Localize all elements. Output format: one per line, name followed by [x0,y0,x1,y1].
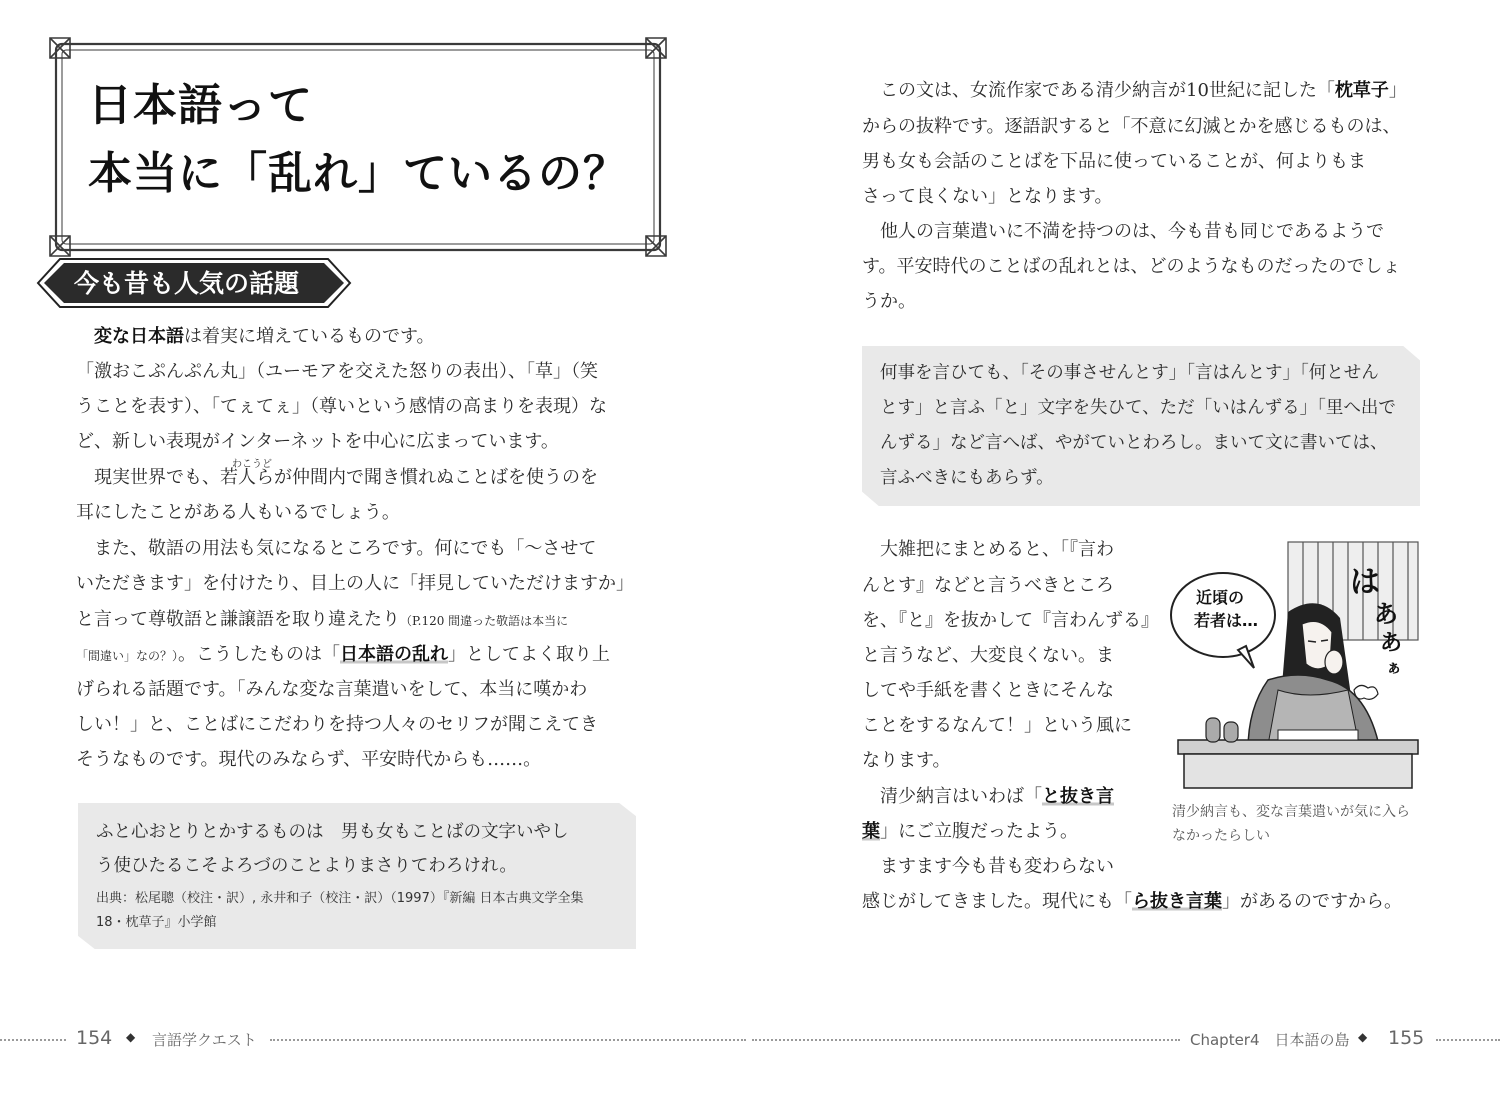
footer-dotted-rule [0,1039,66,1041]
quote-line: とす」と言ふ「と」文字を失ひて、ただ「いはんずる」「里へ出で [880,398,1396,418]
illustration-caption-line-1: 清少納言も、変な言葉遣いが気に入ら [1172,804,1410,820]
keyword-makura-no-soshi: 枕草子 [1334,80,1389,101]
paragraph-line: 男も女も会話のことばを下品に使っていることが、何よりもま [862,151,1366,172]
paragraph-line: ますます今も昔も変わらない [862,856,1114,877]
paragraph-line: 大雑把にまとめると、「『言わ [862,539,1114,560]
paragraph-line: ど、新しい表現がインターネットを中心に広まっています。 [76,431,559,452]
sigh-char-a3: ぁ [1386,657,1403,676]
section-header-text: 今も昔も人気の話題 [74,269,300,298]
sei-shonagon-illustration [1168,540,1426,800]
paragraph-line: 現実世界でも、若人らが仲間内で聞き慣れぬことばを使うのを [76,467,598,488]
paragraph-line: げられる話題です。「みんな変な言葉遣いをして、本当に嘆かわ [76,679,588,700]
paragraph-line: 清少納言はいわば「と抜き言 [862,786,1114,807]
illustration-caption-line-2: なかったらしい [1172,828,1270,844]
quote-line: ふと心おとりとかするものは 男も女もことばの文字いやし [96,822,569,842]
keyword-nihongo-no-midare: 日本語の乱れ [340,644,449,665]
paragraph-line: 他人の言葉遣いに不満を持つのは、今も昔も同じであるようで [862,221,1384,242]
left-page-number: 154 [76,1027,113,1049]
quote-line: 何事を言ひても、「その事させんとす」「言はんとす」「何とせん [880,363,1379,383]
title-line-1: 日本語って [88,80,313,131]
keyword-ranuki-kotoba: ら抜き言葉 [1132,891,1222,912]
ruby-base: 若人 [220,467,256,488]
paragraph-line: を、『と』を抜かして『言わんずる』 [862,610,1159,631]
paragraph-line: と言うなど、大変良くない。ま [862,645,1114,666]
page-reference-note: （P.120 間違った敬語は本当に [400,614,569,628]
source-citation: 出典：松尾聰（校注・訳）, 永井和子（校注・訳）（1997）『新編 日本古典文学全集 [96,891,584,906]
quote-line: んずる」など言へば、やがていとわろし。まいて文に書いては、 [880,433,1388,453]
quote-line: う使ひたるこそよろづのことよりまさりてわろけれ。 [96,856,517,876]
sigh-char-a2: あ [1380,631,1403,656]
keyword-tonuki-kotoba: と抜き言 [1042,786,1114,807]
quote-line: 言ふべきにもあらず。 [880,468,1054,488]
footer-dotted-rule [270,1039,746,1041]
paragraph-line: してや手紙を書くときにそんな [862,680,1114,701]
paragraph-line: と言って尊敬語と謙譲語を取り違えたり（P.120 間違った敬語は本当に [76,609,569,630]
paragraph-line: いただきます」を付けたり、目上の人に「拝見していただけますか」 [76,573,634,594]
paragraph-line: うことを表す）、「てぇてぇ」（尊いという感情の高まりを表現）な [76,396,607,417]
source-citation: 18・枕草子』小学館 [96,915,217,930]
paragraph-line: 「間違い」なの？）。こうしたものは「日本語の乱れ」としてよく取り上 [76,644,611,665]
sigh-char-a1: あ [1374,600,1398,628]
paragraph-line: うか。 [862,291,916,312]
footer-dotted-rule [752,1039,1180,1041]
sigh-char-ha: は [1350,565,1380,600]
paragraph-line: また、敬語の用法も気になるところです。何にでも「～させて [76,538,597,559]
keyword-tonuki-kotoba-cont: 葉 [862,821,880,842]
paragraph-line: 「激おこぷんぷん丸」（ユーモアを交えた怒りの表出）、「草」（笑 [76,361,598,382]
keyword-hen-na-nihongo: 変な日本語 [94,326,184,347]
footer-dotted-rule [1436,1039,1500,1041]
paragraph-line: んとす』などと言うべきところ [862,575,1114,596]
left-running-title: 言語学クエスト [152,1031,257,1049]
paragraph-line: 葉」にご立腹だったよう。 [862,821,1078,842]
page-reference-note: 「間違い」なの？） [76,649,179,663]
paragraph-line: 感じがしてきました。現代にも「ら抜き言葉」があるのですから。 [862,891,1402,912]
paragraph-line: ことをするなんて！」という風に [862,715,1132,736]
paragraph-line: 変な日本語は着実に増えているものです。 [94,326,435,347]
diamond-bullet-icon: ◆ [126,1030,136,1044]
diamond-bullet-icon: ◆ [1358,1030,1368,1044]
right-running-title: Chapter4 日本語の島 [1190,1031,1350,1049]
title-line-2: 本当に「乱れ」ているの？ [88,148,628,199]
paragraph-line: さって良くない」となります。 [862,186,1113,207]
paragraph-line: そうなものです。現代のみならず、平安時代からも……。 [76,749,542,770]
furigana: わこうど [232,459,272,470]
speech-line-1: 近頃の [1196,588,1245,607]
paragraph-line: す。平安時代のことばの乱れとは、どのようなものだったのでしょ [862,256,1401,277]
paragraph-line: なります。 [862,750,951,771]
paragraph-line: からの抜粋です。逐語訳すると「不意に幻滅とかを感じるものは、 [862,116,1401,137]
paragraph-line: 耳にしたことがある人もいるでしょう。 [76,502,400,523]
right-page-number: 155 [1388,1027,1425,1049]
chapter-title [88,72,648,208]
paragraph-line: しい！」と、ことばにこだわりを持つ人々のセリフが聞こえてき [76,714,598,735]
paragraph-line: この文は、女流作家である清少納言が10世紀に記した「枕草子」 [862,80,1407,101]
speech-line-2: 若者は… [1194,611,1259,630]
